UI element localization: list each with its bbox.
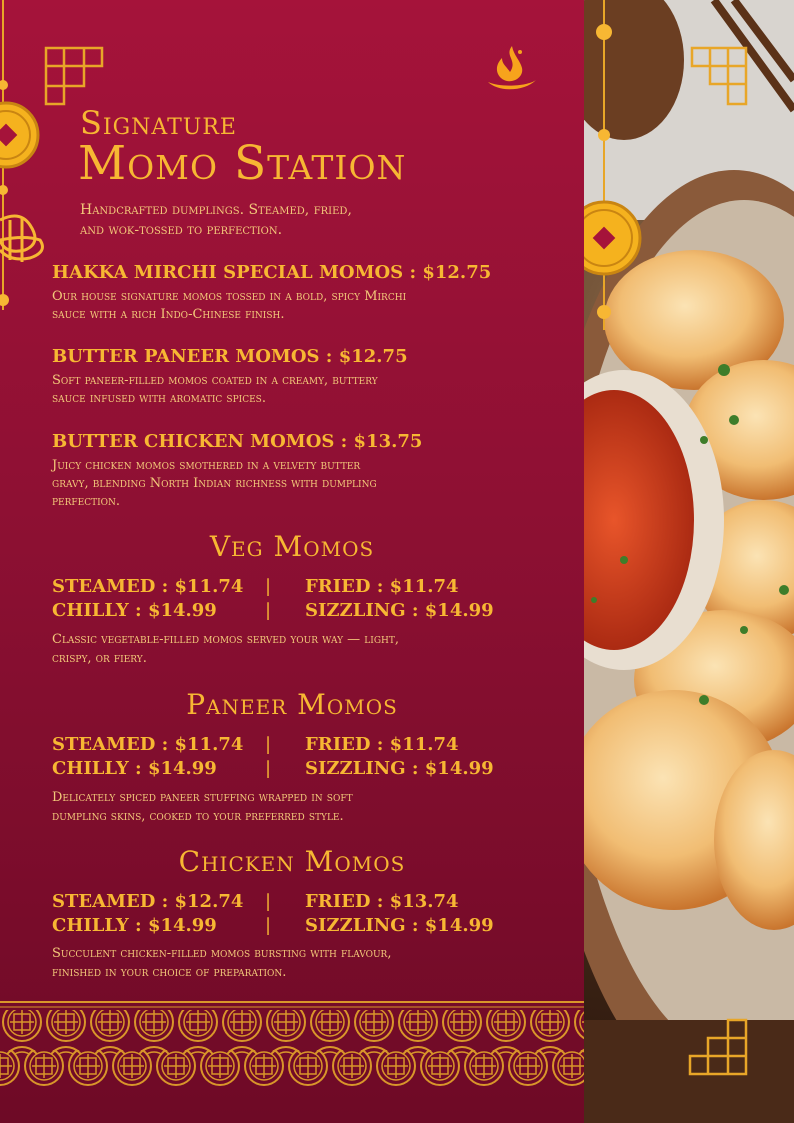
desc-line: Succulent chicken-filled momos bursting with flavour, — [52, 946, 392, 961]
price-chilly: CHILLY : $14.99 — [52, 758, 217, 779]
desc-line: Classic vegetable-filled momos served your way — light, — [52, 632, 399, 647]
price-sizzling: SIZZLING : $14.99 — [305, 600, 494, 621]
price-row — [52, 734, 562, 758]
item-description — [52, 372, 562, 408]
menu-title: Momo Station — [78, 136, 407, 191]
desc-line: perfection. — [52, 494, 121, 509]
price-fried: FRIED : $13.74 — [305, 891, 459, 912]
price-fried: FRIED : $11.74 — [305, 576, 459, 597]
flame-logo-icon — [484, 42, 540, 94]
price-separator: | — [265, 758, 272, 779]
section-description — [52, 630, 562, 668]
price-sizzling: SIZZLING : $14.99 — [305, 758, 494, 779]
price-row — [52, 891, 562, 915]
desc-line: sauce infused with aromatic spices. — [52, 391, 266, 406]
desc-line: gravy, blending North Indian richness with dumpling — [52, 476, 377, 491]
item-description — [52, 288, 562, 324]
price-row — [52, 758, 562, 782]
special-item — [52, 262, 562, 324]
item-name: BUTTER PANEER MOMOS : $12.75 — [52, 346, 408, 367]
price-separator: | — [265, 915, 272, 936]
menu-subtitle: Signature — [80, 104, 237, 142]
special-item — [52, 431, 562, 511]
price-steamed: STEAMED : $11.74 — [52, 576, 244, 597]
section-heading-chicken: Chicken Momos — [178, 845, 406, 878]
section-heading-paneer: Paneer Momos — [186, 688, 398, 721]
price-fried: FRIED : $11.74 — [305, 734, 459, 755]
desc-line: Our house signature momos tossed in a bold, spicy Mirchi — [52, 289, 407, 304]
price-row — [52, 576, 562, 600]
price-chilly: CHILLY : $14.99 — [52, 915, 217, 936]
momo-illustration — [584, 0, 794, 1123]
item-name: BUTTER CHICKEN MOMOS : $13.75 — [52, 431, 423, 452]
price-separator: | — [265, 576, 272, 597]
desc-line: dumpling skins, cooked to your preferred style. — [52, 809, 344, 824]
special-item — [52, 346, 562, 408]
price-separator: | — [265, 600, 272, 621]
desc-line: finished in your choice of preparation. — [52, 965, 287, 980]
section-description — [52, 944, 562, 982]
desc-line: Delicately spiced paneer stuffing wrapped in soft — [52, 790, 353, 805]
price-steamed: STEAMED : $11.74 — [52, 734, 244, 755]
desc-line: crispy, or fiery. — [52, 651, 147, 666]
price-sizzling: SIZZLING : $14.99 — [305, 915, 494, 936]
lattice-corner-icon — [44, 46, 104, 106]
price-steamed: STEAMED : $12.74 — [52, 891, 244, 912]
pattern-border — [0, 1000, 584, 1090]
tagline-line: and wok-tossed to perfection. — [80, 222, 283, 238]
desc-line: sauce with a rich Indo-Chinese finish. — [52, 307, 285, 322]
price-row — [52, 600, 562, 624]
momo-photo — [584, 0, 794, 1123]
item-name: HAKKA MIRCHI SPECIAL MOMOS : $12.75 — [52, 262, 492, 283]
price-chilly: CHILLY : $14.99 — [52, 600, 217, 621]
price-separator: | — [265, 891, 272, 912]
menu-tagline — [80, 200, 500, 240]
section-description — [52, 788, 562, 826]
section-heading-veg: Veg Momos — [209, 530, 375, 563]
item-description — [52, 457, 562, 511]
desc-line: Soft paneer-filled momos coated in a creamy, buttery — [52, 373, 378, 388]
price-row — [52, 915, 562, 939]
desc-line: Juicy chicken momos smothered in a velvety butter — [52, 458, 361, 473]
price-separator: | — [265, 734, 272, 755]
tagline-line: Handcrafted dumplings. Steamed, fried, — [80, 202, 352, 218]
